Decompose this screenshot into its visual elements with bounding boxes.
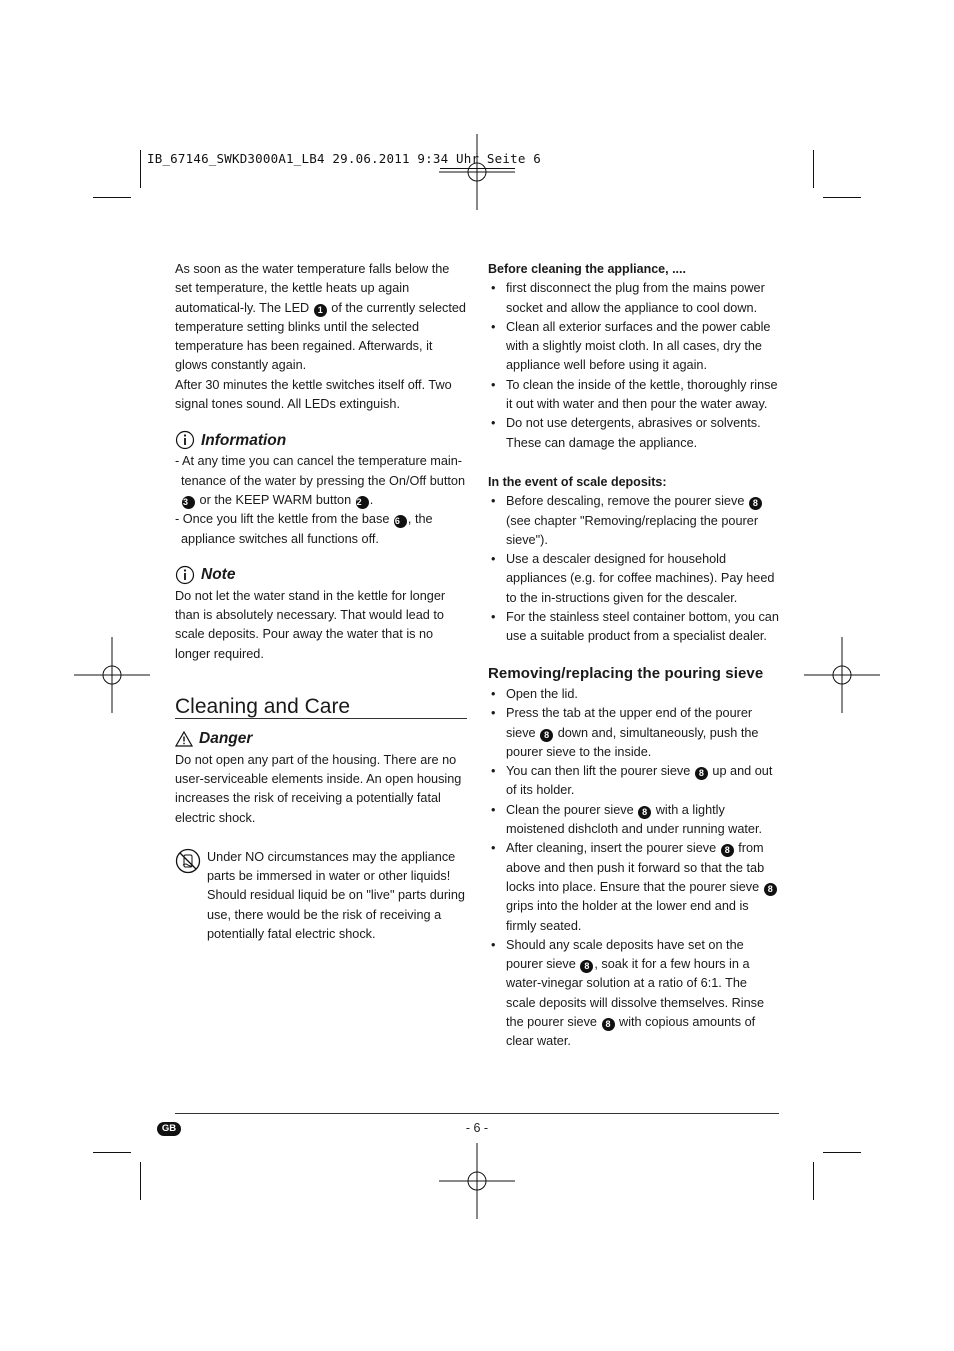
registration-mark-right: [804, 637, 880, 713]
immersion-warning: [175, 848, 467, 944]
crop-mark: [93, 1152, 131, 1153]
crop-mark: [823, 197, 861, 198]
footer-rule: [175, 1113, 779, 1114]
print-slug: IB_67146_SWKD3000A1_LB4 29.06.2011 9:34 Uhr Seite 6: [147, 151, 542, 166]
info-icon: [175, 565, 195, 585]
sieve-list: [488, 685, 780, 1052]
list-item: • For the stainless steel container bottom, you can use a suitable product from a specialist dealer.: [488, 608, 780, 647]
warning-triangle-icon: [175, 731, 193, 747]
note-text: Do not let the water stand in the kettle for longer than is absolutely necessary. That would lead to scale deposits. Pour away the water that is no longer required.: [175, 588, 446, 661]
danger-heading: Danger: [175, 729, 467, 748]
list-item: • Do not use detergents, abrasives or solvents. These can damage the appliance.: [488, 414, 780, 453]
before-cleaning-list: [488, 279, 780, 453]
callout-number: 3: [182, 496, 195, 509]
danger-text: Do not open any part of the housing. There are no user-serviceable elements inside. An open housing increases the risk of receiving a potentially fatal electric shock.: [175, 752, 462, 825]
callout-number: 8: [749, 497, 762, 510]
info-item: - At any time you can cancel the temperature main-tenance of the water by pressing the On/Off button 3 or the KEEP WARM button 2 .: [175, 454, 466, 507]
list-item: • You can then lift the pourer sieve 8 up and out of its holder.: [488, 762, 780, 801]
registration-mark-bottom: [439, 1143, 515, 1219]
callout-number: 1: [314, 304, 327, 317]
left-column: [175, 260, 467, 944]
list-item: • Should any scale deposits have set on the pourer sieve 8 , soak it for a few hours in a water-vinegar solution at a ratio of 6:1. The scale deposits will dissolve themselves. Rinse the pourer sieve 8 with copious amounts of clear water.: [488, 936, 780, 1052]
crop-mark: [93, 197, 131, 198]
information-heading: Information: [175, 430, 467, 450]
language-badge: GB: [157, 1122, 181, 1136]
callout-number: 8: [764, 883, 777, 896]
callout-number: 2: [356, 496, 369, 509]
list-item: • After cleaning, insert the pourer sieve 8 from above and then push it forward so that the tab locks into place. Ensure that the pourer sieve 8 grips into the holder at the lower end and is firmly seated.: [488, 839, 780, 935]
crop-mark: [813, 1162, 814, 1200]
registration-mark-top: [439, 134, 515, 210]
list-item: • Before descaling, remove the pourer sieve 8 (see chapter "Removing/replacing the pourer sieve").: [488, 492, 780, 550]
sieve-heading: Removing/replacing the pouring sieve: [488, 664, 764, 682]
before-cleaning-heading: Before cleaning the appliance, ....: [488, 262, 686, 276]
list-item: • first disconnect the plug from the mains power socket and allow the appliance to cool down.: [488, 279, 780, 318]
list-item: • Use a descaler designed for household appliances (e.g. for coffee machines). Pay heed to the in-structions given for the descaler.: [488, 550, 780, 608]
list-item: • Press the tab at the upper end of the pourer sieve 8 down and, simultaneously, push the pourer sieve to the inside.: [488, 704, 780, 762]
crop-mark: [813, 150, 814, 188]
list-item: • Clean the pourer sieve 8 with a lightly moistened dishcloth and under running water.: [488, 801, 780, 840]
no-immersion-icon: [175, 848, 201, 944]
scale-deposits-list: [488, 492, 780, 646]
scale-deposits-heading: In the event of scale deposits:: [488, 474, 667, 489]
paragraph: As soon as the water temperature falls below the set temperature, the kettle heats up again automatical-ly. The LED 1 of the currently selected temperature setting blinks until the selected temperature has been regained. Afterwards, it glows constantly again.: [175, 262, 466, 373]
callout-number: 6: [394, 515, 407, 528]
list-item: • To clean the inside of the kettle, thoroughly rinse it out with water and then pour the water away.: [488, 376, 780, 415]
list-item: • Open the lid.: [488, 685, 780, 704]
page-number: - 6 -: [465, 1121, 489, 1135]
note-heading: Note: [175, 565, 467, 585]
callout-number: 8: [638, 806, 651, 819]
callout-number: 8: [540, 729, 553, 742]
callout-number: 8: [580, 960, 593, 973]
callout-number: 8: [695, 767, 708, 780]
info-item: - Once you lift the kettle from the base 6 , the appliance switches all functions off.: [175, 512, 433, 546]
callout-number: 8: [602, 1018, 615, 1031]
info-icon: [175, 430, 195, 450]
section-title: Cleaning and Care: [175, 697, 467, 719]
crop-mark: [140, 150, 141, 188]
crop-mark: [140, 1162, 141, 1200]
paragraph: After 30 minutes the kettle switches itself off. Two signal tones sound. All LEDs extinguish.: [175, 377, 452, 412]
registration-mark-left: [74, 637, 150, 713]
callout-number: 8: [721, 844, 734, 857]
list-item: • Clean all exterior surfaces and the power cable with a slightly moist cloth. In all cases, dry the appliance well before using it again.: [488, 318, 780, 376]
right-column: [488, 260, 780, 1052]
crop-mark: [823, 1152, 861, 1153]
immersion-warning-text: Under NO circumstances may the appliance parts be immersed in water or other liquids! Should residual liquid be on "live" parts during use, there would be the risk of receiving a potentially fatal electric shock.: [207, 849, 465, 942]
